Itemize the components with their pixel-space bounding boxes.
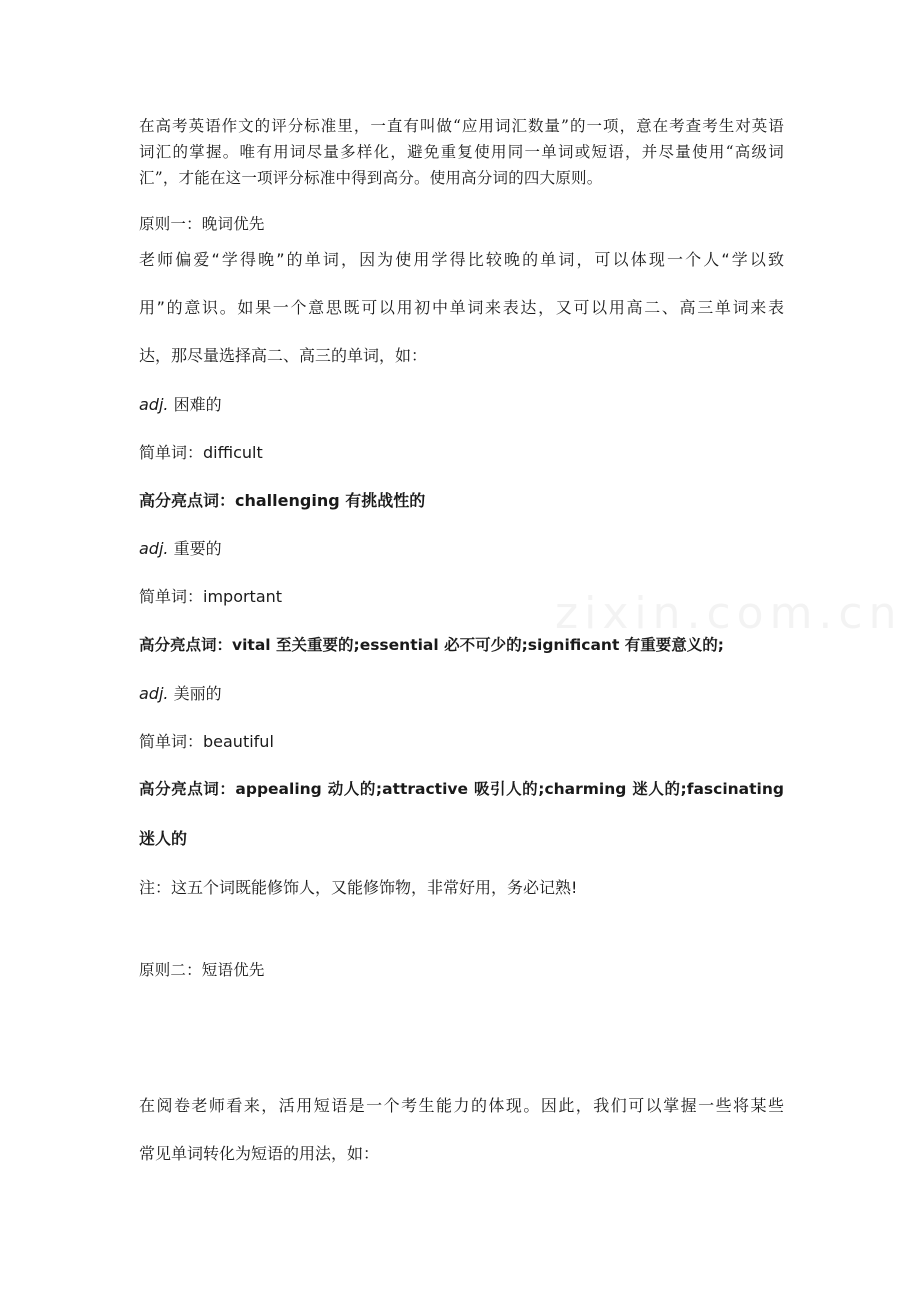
principle-2-heading: 原则二：短语优先: [139, 961, 265, 979]
intro-line-2: 词汇的掌握。唯有用词尽量多样化，避免重复使用同一单词或短语，并尽量使用“高级词: [139, 143, 784, 161]
example-2-advanced: 高分亮点词：vital 至关重要的;essential 必不可少的;significant 有重要意义的;: [139, 636, 724, 654]
principle-2-line-2: 常见单词转化为短语的用法，如：: [139, 1144, 380, 1163]
example-1-meaning: 困难的: [173, 395, 222, 414]
intro-line-1: 在高考英语作文的评分标准里，一直有叫做“应用词汇数量”的一项，意在考查考生对英语: [139, 117, 784, 135]
example-3-pos: adj.: [139, 684, 169, 703]
example-2-meaning: 重要的: [173, 539, 222, 558]
principle-1-heading: 原则一：晚词优先: [139, 215, 265, 233]
example-3-simple: 简单词：beautiful: [139, 732, 274, 751]
example-3-meaning: 美丽的: [173, 684, 222, 703]
example-3-advanced-line-1: 高分亮点词：appealing 动人的;attractive 吸引人的;charming 迷人的;fascinating: [139, 780, 784, 798]
example-2-simple: 简单词：important: [139, 587, 283, 606]
example-3-heading: [139, 681, 784, 704]
example-1-heading: [139, 392, 784, 415]
principle-2-line-1: 在阅卷老师看来，活用短语是一个考生能力的体现。因此，我们可以掌握一些将某些: [139, 1096, 784, 1115]
note: 注：这五个词既能修饰人，又能修饰物，非常好用，务必记熟!: [139, 878, 578, 897]
principle-1-line-1: 老师偏爱“学得晚”的单词，因为使用学得比较晚的单词，可以体现一个人“学以致: [139, 250, 784, 269]
example-1-advanced: 高分亮点词：challenging 有挑战性的: [139, 491, 426, 510]
principle-1-line-3: 达，那尽量选择高二、高三的单词，如：: [139, 346, 428, 365]
example-2-pos: adj.: [139, 539, 169, 558]
example-1-pos: adj.: [139, 395, 169, 414]
principle-1-line-2: 用”的意识。如果一个意思既可以用初中单词来表达，又可以用高二、高三单词来表: [139, 298, 784, 317]
watermark: zixin.com.cn: [555, 588, 903, 639]
example-3-advanced-line-2: 迷人的: [139, 829, 188, 848]
intro-line-3: 汇”，才能在这一项评分标准中得到高分。使用高分词的四大原则。: [139, 169, 603, 187]
example-1-simple: 简单词：difficult: [139, 443, 263, 462]
example-2-heading: [139, 536, 784, 559]
